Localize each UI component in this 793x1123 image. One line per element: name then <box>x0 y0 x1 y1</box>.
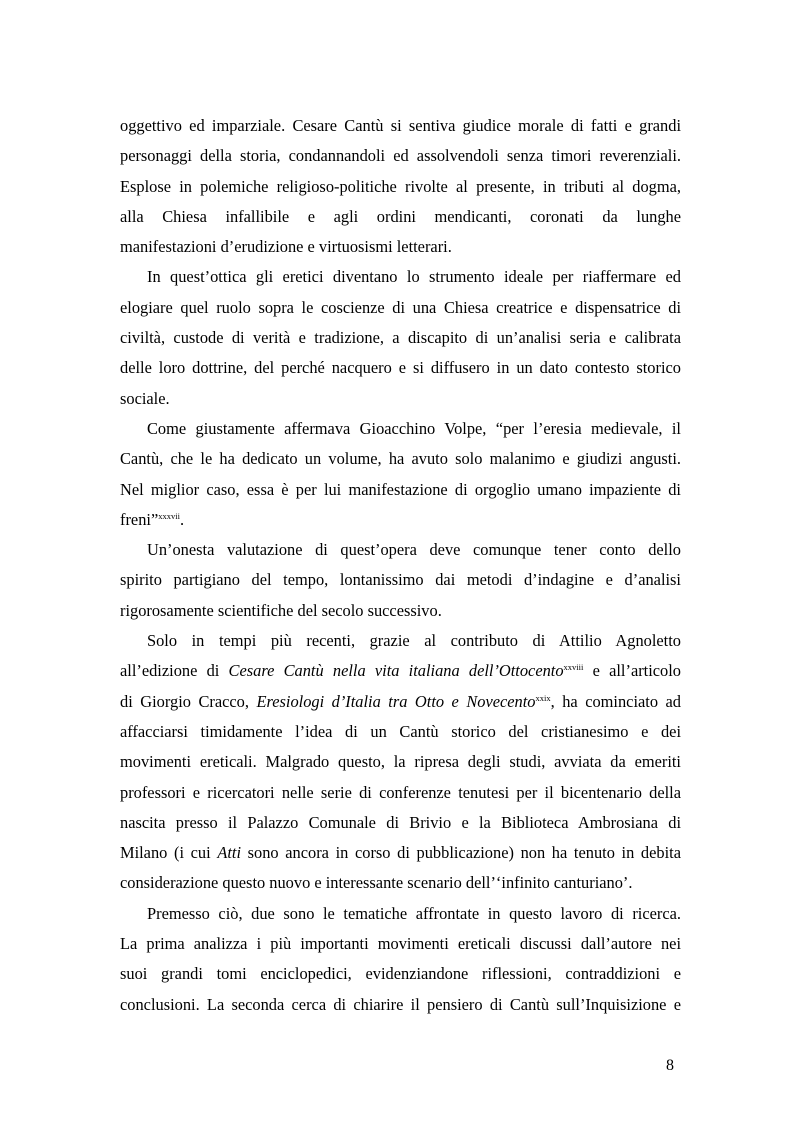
text-line: suoi grandi tomi enciclopedici, evidenziandone riflessioni, contraddizioni e <box>120 964 681 984</box>
text-line: affacciarsi timidamente l’idea di un Cantù storico del cristianesimo e dei <box>120 721 681 741</box>
text-line: rigorosamente scientifiche del secolo successivo. <box>120 600 442 620</box>
text-run: . <box>179 509 185 529</box>
text-line: considerazione questo nuovo e interessante scenario dell’‘infinito canturiano’. <box>120 873 633 893</box>
text-line <box>120 687 681 717</box>
text-run: sono ancora in corso di pubblicazione) non ha tenuto in debita <box>241 843 681 863</box>
footnote-ref[interactable]: xxviii <box>563 662 584 673</box>
text-line <box>120 505 681 535</box>
footnote-ref[interactable]: xxix <box>535 692 551 703</box>
text-line: personaggi della storia, condannandoli ed assolvendoli senza timori reverenziali. <box>120 146 681 166</box>
text-line: manifestazioni d’erudizione e virtuosismi letterari. <box>120 237 452 257</box>
text-line: spirito partigiano del tempo, lontanissimo dai metodi d’indagine e d’analisi <box>120 570 681 590</box>
text-line: conclusioni. La seconda cerca di chiarire il pensiero di Cantù sull’Inquisizione e <box>120 994 681 1014</box>
text-line <box>120 656 681 686</box>
text-line: Esplose in polemiche religioso-politiche rivolte al presente, in tributi al dogma, <box>120 176 681 196</box>
text-line: La prima analizza i più importanti movimenti ereticali discussi dall’autore nei <box>120 934 681 954</box>
text-line: Cantù, che le ha dedicato un volume, ha avuto solo malanimo e giudizi angusti. <box>120 449 681 469</box>
footnote-ref[interactable]: xxxvii <box>158 510 180 521</box>
text-line: elogiare quel ruolo sopra le coscienze di una Chiesa creatrice e dispensatrice di <box>120 297 681 317</box>
body-text <box>120 111 681 1020</box>
text-line: Nel miglior caso, essa è per lui manifestazione di orgoglio umano impaziente di <box>120 479 681 499</box>
page-number: 8 <box>666 1057 674 1074</box>
text-run: e all’articolo <box>583 661 681 681</box>
text-line: sociale. <box>120 388 170 408</box>
text-run: , ha cominciato ad <box>550 691 681 711</box>
text-line <box>120 838 681 868</box>
text-line: nascita presso il Palazzo Comunale di Brivio e la Biblioteca Ambrosiana di <box>120 812 681 832</box>
text-line: alla Chiesa infallibile e agli ordini mendicanti, coronati da lunghe <box>120 206 681 226</box>
text-line: professori e ricercatori nelle serie di conferenze tenutesi per il bicentenario della <box>120 782 681 802</box>
italic-term: Atti <box>217 843 242 863</box>
paragraph-first-line: Premesso ciò, due sono le tematiche affrontate in questo lavoro di ricerca. <box>147 903 681 923</box>
book-title: Cesare Cantù nella vita italiana dell’Ottocento <box>228 661 564 681</box>
article-title: Eresiologi d’Italia tra Otto e Novecento <box>256 691 536 711</box>
paragraph-first-line: Come giustamente affermava Gioacchino Volpe, “per l’eresia medievale, il <box>147 418 681 438</box>
paragraph-first-line: Un’onesta valutazione di quest’opera deve comunque tener conto dello <box>147 540 681 560</box>
text-run: all’edizione di <box>120 661 229 681</box>
text-line: delle loro dottrine, del perché nacquero e si diffusero in un dato contesto storico <box>120 358 681 378</box>
text-run: di Giorgio Cracco, <box>120 691 257 711</box>
text-line: oggettivo ed imparziale. Cesare Cantù si sentiva giudice morale di fatti e grandi <box>120 116 681 135</box>
text-line: movimenti ereticali. Malgrado questo, la ripresa degli studi, avviata da emeriti <box>120 752 681 772</box>
text-run: Milano (i cui <box>120 843 218 863</box>
paragraph-first-line: In quest’ottica gli eretici diventano lo strumento ideale per riaffermare ed <box>147 267 681 287</box>
text-line: civiltà, custode di verità e tradizione, a discapito di un’analisi seria e calibrata <box>120 328 681 348</box>
paragraph-first-line: Solo in tempi più recenti, grazie al contributo di Attilio Agnoletto <box>147 631 681 651</box>
text-run: freni” <box>120 509 159 529</box>
